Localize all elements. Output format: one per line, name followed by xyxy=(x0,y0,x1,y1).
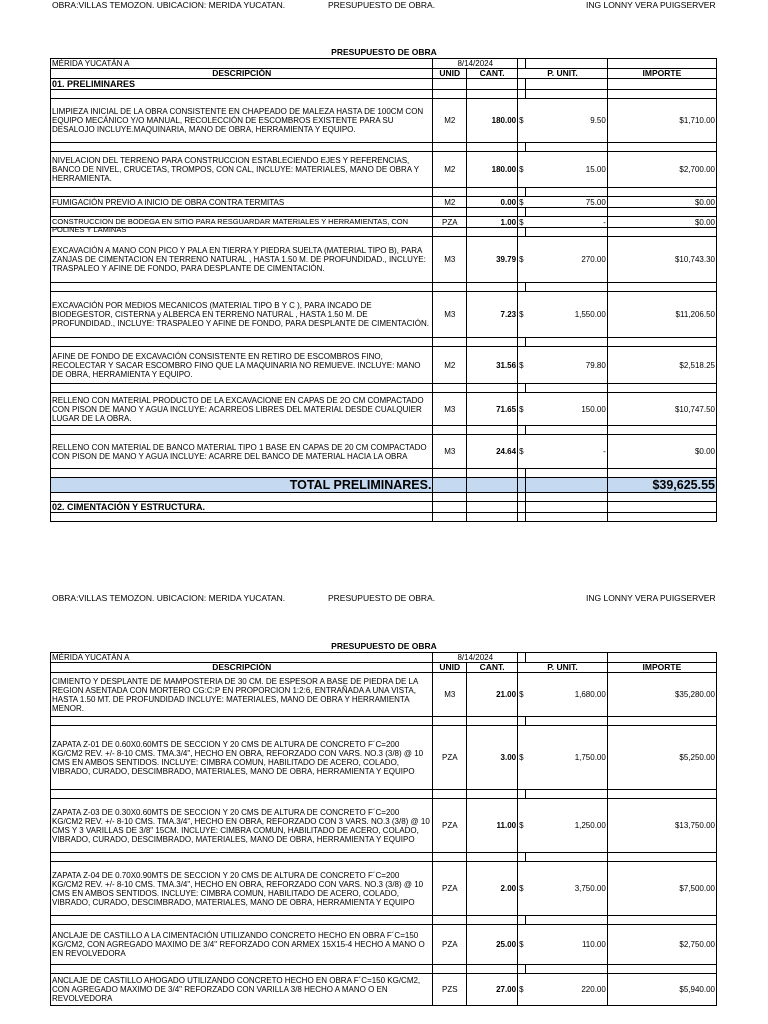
item-quantity: 31.56 xyxy=(467,347,518,384)
item-quantity: 180.00 xyxy=(467,152,518,188)
document-title: PRESUPUESTO DE OBRA xyxy=(331,47,437,57)
item-amount: $10,747.50 xyxy=(607,393,716,426)
item-unit: PZA xyxy=(433,799,467,853)
item-quantity: 11.00 xyxy=(467,799,518,853)
item-description: NIVELACION DEL TERRENO PARA CONSTRUCCION ESTABLECIENDO EJES Y REFERENCIAS, BANCO DE NIVEL, CRUCETAS, TROMPOS, CON CAL, INCLUYE: MATERIALES, MANO DE OBRA Y HERRAMIENTA. xyxy=(51,152,433,188)
item-unit: M3 xyxy=(433,393,467,426)
currency-symbol: $ xyxy=(518,726,526,790)
item-unit-price: 3,750.00 xyxy=(526,862,608,916)
currency-symbol: $ xyxy=(518,99,526,143)
table-row xyxy=(51,237,717,283)
item-unit: PZA xyxy=(433,217,467,228)
item-unit-price: 1,750.00 xyxy=(526,726,608,790)
item-unit: M2 xyxy=(433,152,467,188)
item-unit: PZA xyxy=(433,862,467,916)
item-amount: $5,250.00 xyxy=(607,726,716,790)
item-quantity: 25.00 xyxy=(467,925,518,965)
location-label: MÉRIDA YUCATÁN A xyxy=(51,653,433,663)
item-amount: $13,750.00 xyxy=(607,799,716,853)
col-descripcion: DESCRIPCIÓN xyxy=(51,663,433,673)
item-amount: $11,206.50 xyxy=(607,292,716,338)
total-row xyxy=(51,478,717,493)
item-quantity: 27.00 xyxy=(467,974,518,1006)
item-quantity: 39.79 xyxy=(467,237,518,283)
table-row xyxy=(51,152,717,188)
item-quantity: 7.23 xyxy=(467,292,518,338)
item-amount: $2,700.00 xyxy=(607,152,716,188)
table-row xyxy=(51,974,717,1006)
currency-symbol: $ xyxy=(518,197,526,208)
page-header xyxy=(0,0,768,12)
currency-symbol: $ xyxy=(518,292,526,338)
currency-symbol: $ xyxy=(518,799,526,853)
item-quantity: 24.64 xyxy=(467,435,518,469)
item-unit-price: 150.00 xyxy=(526,393,608,426)
currency-symbol: $ xyxy=(518,862,526,916)
item-unit-price: 1,550.00 xyxy=(526,292,608,338)
item-amount: $0.00 xyxy=(607,217,716,228)
item-unit: M3 xyxy=(433,292,467,338)
item-description: ZAPATA Z-03 DE 0.30X0.60MTS DE SECCION Y 20 CMS DE ALTURA DE CONCRETO F´C=200 KG/CM2 REV. +/- 8-10 CMS. TMA.3/4", HECHO EN OBRA, REFORZADO CON 3 VARS. NO.3 (3/8) @ 10 CMS Y 3 VARILLAS DE 3/8" 15CM. INCLUYE: CIMBRA COMUN, HABILITADO DE ACERO, COLADO, VIBRADO, CURADO, DESCIMBRADO, MATERIALES, MANO DE OBRA, HERRAMIENTA Y EQUIPO xyxy=(51,799,433,853)
item-unit: M2 xyxy=(433,197,467,208)
item-unit: PZA xyxy=(433,925,467,965)
col-unid: UNID xyxy=(433,663,467,673)
item-unit: PZS xyxy=(433,974,467,1006)
currency-symbol: $ xyxy=(518,925,526,965)
header-obra: OBRA:VILLAS TEMOZON. UBICACION: MERIDA YUCATAN. xyxy=(52,593,286,603)
col-importe: IMPORTE xyxy=(607,663,716,673)
table-row xyxy=(51,347,717,384)
currency-symbol: $ xyxy=(518,974,526,1006)
section-row xyxy=(51,502,717,513)
item-unit-price: 1,680.00 xyxy=(526,673,608,717)
header-presupuesto: PRESUPUESTO DE OBRA. xyxy=(328,593,436,603)
table-row xyxy=(51,197,717,208)
item-quantity: 1.00 xyxy=(467,217,518,228)
header-ingeniero: ING LONNY VERA PUIGSERVER xyxy=(586,0,716,10)
item-unit-price: - xyxy=(526,217,608,228)
item-unit-price: 220.00 xyxy=(526,974,608,1006)
item-description: EXCAVACIÓN A MANO CON PICO Y PALA EN TIERRA Y PIEDRA SUELTA (MATERIAL TIPO B), PARA ZANJAS DE CIMENTACION EN TERRENO NATURAL , HASTA 1.50 M. DE PROFUNDIDAD., INCLUYE: TRASPALEO Y AFINE DE FONDO, PARA DESPLANTE DE CIMENTACIÓN. xyxy=(51,237,433,283)
item-quantity: 0.00 xyxy=(467,197,518,208)
item-quantity: 21.00 xyxy=(467,673,518,717)
table-row xyxy=(51,393,717,426)
item-unit: M3 xyxy=(433,237,467,283)
col-unid: UNID xyxy=(433,69,467,79)
table-row xyxy=(51,217,717,228)
item-amount: $0.00 xyxy=(607,197,716,208)
item-description: CONSTRUCCION DE BODEGA EN SITIO PARA RESGUARDAR MATERIALES Y HERRAMIENTAS, CON POLINES Y LAMINAS xyxy=(52,216,409,234)
currency-symbol: $ xyxy=(518,237,526,283)
table-row xyxy=(51,292,717,338)
header-obra: OBRA:VILLAS TEMOZON. UBICACION: MERIDA YUCATAN. xyxy=(52,0,286,10)
header-presupuesto: PRESUPUESTO DE OBRA. xyxy=(328,0,436,10)
total-label: TOTAL PRELIMINARES. xyxy=(51,478,433,493)
item-description: ANCLAJE DE CASTILLO AHOGADO UTILIZANDO CONCRETO HECHO EN OBRA F´C=150 KG/CM2, CON AGREGADO MAXIMO DE 3/4" REFORZADO CON VARILLA 3/8 HECHO A MANO O EN REVOLVEDORA xyxy=(51,974,433,1006)
item-description: RELLENO CON MATERIAL DE BANCO MATERIAL TIPO 1 BASE EN CAPAS DE 20 CM COMPACTADO CON PISON DE MANO Y AGUA INCLUYE: ACARRE DEL BANCO DE MATERIAL HACIA LA OBRA xyxy=(51,435,433,469)
table-row xyxy=(51,99,717,143)
item-unit: PZA xyxy=(433,726,467,790)
item-unit-price: 79.80 xyxy=(526,347,608,384)
location-date-row xyxy=(51,59,717,69)
item-amount: $35,280.00 xyxy=(607,673,716,717)
section-row xyxy=(51,79,717,90)
item-amount: $5,940.00 xyxy=(607,974,716,1006)
item-quantity: 2.00 xyxy=(467,862,518,916)
item-description: ANCLAJE DE CASTILLO A LA CIMENTACIÓN UTILIZANDO CONCRETO HECHO EN OBRA F´C=150 KG/CM2, CON AGREGADO MAXIMO DE 3/4" REFORZADO CON ARMEX 15X15-4 HECHO A MANO O EN REVOLVEDORA xyxy=(51,925,433,965)
col-punit: P. UNIT. xyxy=(518,663,608,673)
table-row xyxy=(51,673,717,717)
header-ingeniero: ING LONNY VERA PUIGSERVER xyxy=(586,593,716,603)
item-description: ZAPATA Z-01 DE 0.60X0.60MTS DE SECCION Y 20 CMS DE ALTURA DE CONCRETO F´C=200 KG/CM2 REV. +/- 8-10 CMS. TMA.3/4", HECHO EN OBRA, REFORZADO CON VARS. NO.3 (3/8) @ 10 CMS EN AMBOS SENTIDOS. INCLUYE: CIMBRA COMUN, HABILITADO DE ACERO, COLADO, VIBRADO, CURADO, DESCIMBRADO, MATERIALES, MANO DE OBRA, HERRAMIENTA Y EQUIPO xyxy=(51,726,433,790)
item-description: RELLENO CON MATERIAL PRODUCTO DE LA EXCAVACIONE EN CAPAS DE 2O CM COMPACTADO CON PISON DE MANO Y AGUA INCLUYE: ACARREOS LIBRES DEL MATERIAL DESDE CUALQUIER LUGAR DE LA OBRA. xyxy=(51,393,433,426)
table-row xyxy=(51,925,717,965)
item-amount: $10,743.30 xyxy=(607,237,716,283)
item-quantity: 71.65 xyxy=(467,393,518,426)
item-unit-price: 9.50 xyxy=(526,99,608,143)
budget-table-page1 xyxy=(50,58,717,522)
item-amount: $0.00 xyxy=(607,435,716,469)
document-date: 8/14/2024 xyxy=(433,59,518,69)
col-importe: IMPORTE xyxy=(607,69,716,79)
column-header-row xyxy=(51,663,717,673)
item-unit: M2 xyxy=(433,347,467,384)
table-row xyxy=(51,799,717,853)
item-unit-price: 270.00 xyxy=(526,237,608,283)
document-date: 8/14/2024 xyxy=(433,653,518,663)
page-header xyxy=(0,593,768,605)
currency-symbol: $ xyxy=(518,217,526,228)
currency-symbol: $ xyxy=(518,347,526,384)
currency-symbol: $ xyxy=(518,435,526,469)
location-date-row xyxy=(51,653,717,663)
item-unit: M2 xyxy=(433,99,467,143)
item-unit: M3 xyxy=(433,673,467,717)
item-description: EXCAVACIÓN POR MEDIOS MECANICOS (MATERIAL TIPO B Y C ), PARA INCADO DE BIODEGESTOR, CISTERNA y ALBERCA EN TERRENO NATURAL , HASTA 1.50 M. DE PROFUNDIDAD., INCLUYE: TRASPALEO Y AFINE DE FONDO, PARA DESPLANTE DE CIMENTACIÓN. xyxy=(51,292,433,338)
section-title: 01. PRELIMINARES xyxy=(51,79,433,90)
item-quantity: 180.00 xyxy=(467,99,518,143)
table-row xyxy=(51,435,717,469)
item-description: FUMIGACIÓN PREVIO A INICIO DE OBRA CONTRA TERMITAS xyxy=(51,197,433,208)
item-description: ZAPATA Z-04 DE 0.70X0.90MTS DE SECCION Y 20 CMS DE ALTURA DE CONCRETO F´C=200 KG/CM2 REV. +/- 8-10 CMS. TMA.3/4", HECHO EN OBRA, REFORZADO CON VARS. NO.3 (3/8) @ 10 CMS EN AMBOS SENTIDOS. INCLUYE: CIMBRA COMUN, HABILITADO DE ACERO, COLADO, VIBRADO, CURADO, DESCIMBRADO, MATERIALES, MANO DE OBRA, HERRAMIENTA Y EQUIPO xyxy=(51,862,433,916)
col-cant: CANT. xyxy=(467,69,518,79)
currency-symbol: $ xyxy=(518,673,526,717)
item-description: LIMPIEZA INICIAL DE LA OBRA CONSISTENTE EN CHAPEADO DE MALEZA HASTA DE 100CM CON EQUIPO MECÁNICO Y/O MANUAL, RECOLECCIÓN DE ESCOMBROS EXISTENTE PARA SU DESALOJO INCLUYE.MAQUINARIA, MANO DE OBRA, HERRAMIENTA Y EQUIPO. xyxy=(51,99,433,143)
item-quantity: 3.00 xyxy=(467,726,518,790)
currency-symbol: $ xyxy=(518,393,526,426)
table-row xyxy=(51,726,717,790)
item-amount: $2,750.00 xyxy=(607,925,716,965)
currency-symbol: $ xyxy=(518,152,526,188)
item-unit-price: 1,250.00 xyxy=(526,799,608,853)
col-cant: CANT. xyxy=(467,663,518,673)
col-descripcion: DESCRIPCIÓN xyxy=(51,69,433,79)
item-unit: M3 xyxy=(433,435,467,469)
item-unit-price: 15.00 xyxy=(526,152,608,188)
item-description: AFINE DE FONDO DE EXCAVACIÓN CONSISTENTE EN RETIRO DE ESCOMBROS FINO, RECOLECTAR Y SACAR ESCOMBRO FINO QUE LA MAQUINARIA NO REMUEVE. INCLUYE: MANO DE OBRA, HERRAMIENTA Y EQUIPO. xyxy=(51,347,433,384)
total-value: $39,625.55 xyxy=(607,478,716,493)
document-title: PRESUPUESTO DE OBRA xyxy=(331,641,437,651)
item-unit-price: 75.00 xyxy=(526,197,608,208)
item-unit-price: 110.00 xyxy=(526,925,608,965)
col-punit: P. UNIT. xyxy=(518,69,608,79)
budget-table-page2 xyxy=(50,652,717,1006)
table-row xyxy=(51,862,717,916)
item-unit-price: - xyxy=(526,435,608,469)
location-label: MÉRIDA YUCATÁN A xyxy=(51,59,433,69)
section-title: 02. CIMENTACIÓN Y ESTRUCTURA. xyxy=(51,502,433,513)
item-amount: $2,518.25 xyxy=(607,347,716,384)
item-amount: $7,500.00 xyxy=(607,862,716,916)
item-description: CIMIENTO Y DESPLANTE DE MAMPOSTERIA DE 30 CM. DE ESPESOR A BASE DE PIEDRA DE LA REGION ASENTADA CON MORTERO CG:C:P EN PROPORCION 1:2:6, ENTRAÑADA A UNA VISTA, HASTA 1.50 MT. DE PROFUNDIDAD INCLUYE: MATERIALES, MANO DE OBRA Y HERRAMIENTA MENOR. xyxy=(51,673,433,717)
item-amount: $1,710.00 xyxy=(607,99,716,143)
column-header-row xyxy=(51,69,717,79)
